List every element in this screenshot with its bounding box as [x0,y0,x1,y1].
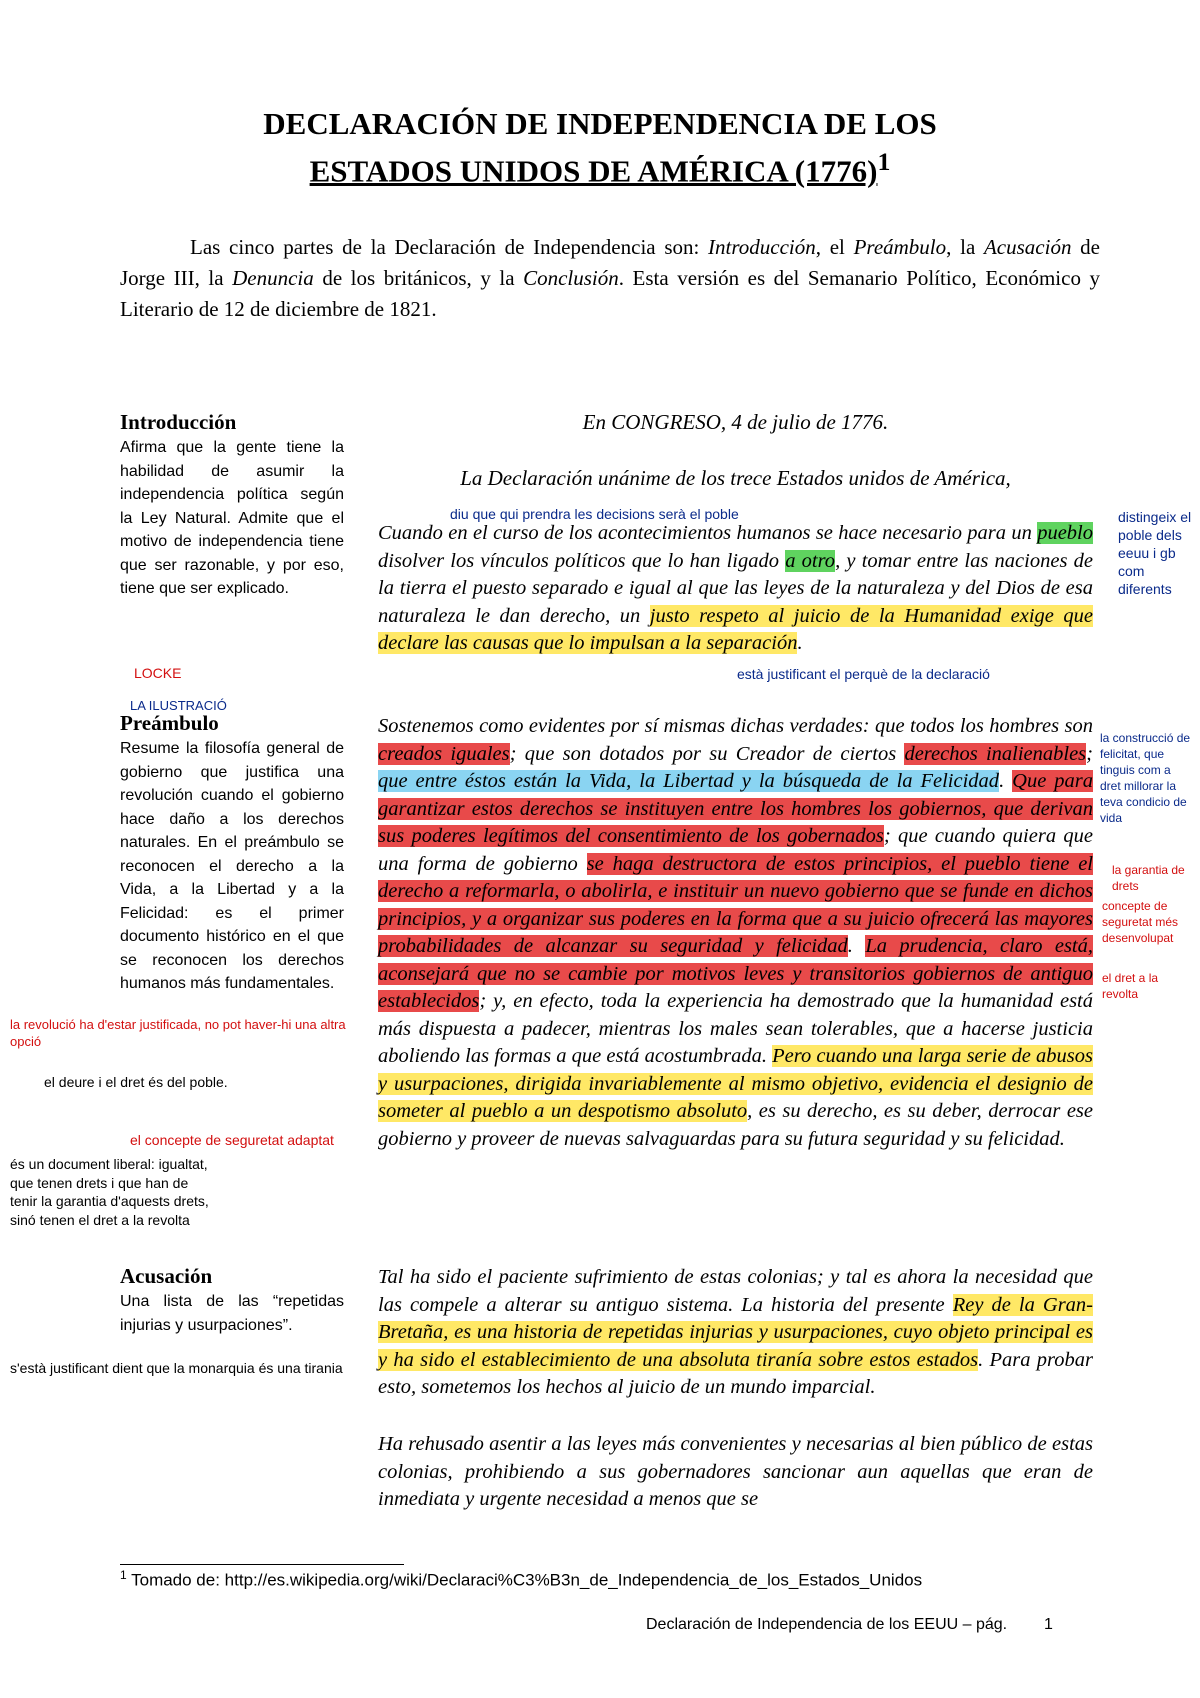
annotation-monarquia: s'està justificant dient que la monarquia és una tirania [10,1360,343,1376]
highlight-green: pueblo [1037,522,1093,544]
body-text: . Para probar esto, sometemos los hechos al juicio de un mundo imparcial. [378,1348,1093,1398]
body-text: Tal ha sido el paciente sufrimiento de estas colonias; y tal es ahora la necesidad que las compele a alterar su antiguo sistema. La historia del presente [378,1266,1093,1316]
highlight-yellow: Pero cuando una larga serie de abusos y usurpaciones, dirigida invariablemente al mismo objetivo, evidencia el designio de someter al pueblo a un despotismo absoluto [378,1045,1093,1122]
title-line-1: DECLARACIÓN DE INDEPENDENCIA DE LOS [263,106,937,141]
declaration-subtitle: La Declaración unánime de los trece Estados unidos de América, [460,466,1011,490]
highlight-green: a otro [785,549,836,572]
body-text: ; que cuando quiera que una forma de gobierno [378,825,1093,875]
body-text: . [999,770,1013,792]
annotation-deure: el deure i el dret és del poble. [44,1074,228,1090]
highlight-red: creados iguales [378,742,510,765]
highlight-blue: que entre éstos están la Vida, la Libertad y la búsqueda de la Felicidad [378,770,1000,792]
intro-paragraph [120,232,1100,325]
body-text: disolver los vínculos políticos que lo han ligado [378,549,786,572]
annotation-locke: LOCKE [134,665,182,681]
annotation-construccio: la construcció de felicitat, que tinguis com a dret millorar la teva condicio de vida [1100,731,1191,825]
annotation-diu: diu que qui prendra les decisions serà el poble [450,506,739,522]
intro-term: Preámbulo [853,235,947,259]
footnote-rule [120,1564,404,1565]
body-text: . [797,632,803,654]
intro-term: Acusación [983,235,1072,259]
footnote-number: 1 [120,1568,127,1582]
body-text: ; y, en efecto, toda la experiencia ha demostrado que la humanidad está más dispuesta a padecer, mientras los males sean tolerables, que a hacerse justicia aboliendo las formas a que está acostumbrada. [378,990,1093,1067]
annotation-revolucio: la revolució ha d'estar justificada, no pot haver-hi una altra opció [10,1017,346,1049]
annotation-seguretat: el concepte de seguretat adaptat [130,1132,334,1148]
title-text: ESTADOS UNIDOS DE AMÉRICA (1776) [309,153,878,189]
body-text: , y tomar entre las naciones de la tierra el puesto separado e igual al que las leyes de la naturaleza y del Dios de esa naturaleza le dan derecho, un [378,549,1093,627]
highlight-red: se haga destructora de estos principios, el pueblo tiene el derecho a reformarla, o abolirla, e instituir un nuevo gobierno que se funde en dichos principios, y a organizar sus poderes en la forma que a su juicio ofrecerá las mayores probabilidades de alcanzar su seguridad y felicidad [378,852,1093,957]
intro-text: , el [815,235,854,259]
annotation-dret-revolta: el dret a la revolta [1102,971,1159,1001]
highlight-yellow: Rey de la Gran-Bretaña, es una historia de repetidas injurias y usurpaciones, cuyo objeto principal es y ha sido el establecimiento de una absoluta tiranía sobre estos estados [378,1293,1093,1371]
footer-text: Declaración de Independencia de los EEUU – pág. [646,1616,1008,1633]
footnote-text: Tomado de: http://es.wikipedia.org/wiki/Declaraci%C3%B3n_de_Independencia_de_los_Estados_Unidos [131,1570,923,1590]
footnote [120,1568,922,1591]
body-text: , es su derecho, es su deber, derrocar ese gobierno y proveer de nuevas salvaguardas para su futura seguridad y su felicidad. [378,1100,1093,1150]
annotation-justificant: està justificant el perquè de la declaració [737,666,990,682]
annotation-distingeix: distingeix el poble dels eeuu i gb com diferents [1118,509,1192,597]
intro-term: Introducción [708,235,816,259]
body-text: Cuando en el curso de los acontecimientos humanos se hace necesario para un [378,522,1038,544]
body-text: ; que son dotados por su Creador de ciertos [509,742,905,765]
intro-text: Las cinco partes de la Declaración de Independencia son: [190,235,709,259]
highlight-red: Que para garantizar estos derechos se instituyen entre los hombres los gobiernos, que derivan sus poderes legítimos del consentimiento de los gobernados [378,770,1093,847]
main-paragraph-2 [378,713,1093,1153]
page-number: 1 [1044,1616,1053,1633]
annotation-concepte-drets: concepte de seguretat més desenvolupat [1102,899,1179,945]
page-footer [646,1616,1053,1634]
intro-term: Conclusión [523,266,619,290]
section-heading-acusacion: Acusación [120,1264,213,1288]
main-paragraph-1 [378,520,1093,658]
section-heading-preambulo: Preámbulo [120,711,219,735]
body-text: ; [1086,742,1093,765]
section-text-acusacion: Una lista de las “repetidas injurias y usurpaciones”. [120,1293,344,1334]
dateline: En CONGRESO, 4 de julio de 1776. [582,410,889,434]
intro-text: , la [946,235,984,259]
intro-text: de los británicos, y la [313,266,524,290]
section-text-preambulo: Resume la filosofía general de gobierno que justifica una revolución cuando el gobierno hace daño a los derechos naturales. En el preámbulo se reconocen el derecho a la Vida, a la Libertad y a la Felicidad: es el primer documento histórico en el que se reconocen los derechos humanos más fundamentales. [120,740,344,992]
title-footnote-ref: 1 [877,147,891,176]
intro-text: . Esta versión es del Semanario Político, Económico y Literario de 12 de diciembre de 1821. [120,266,1101,321]
section-heading-introduccion: Introducción [120,410,237,434]
annotation-ilustracio: LA ILUSTRACIÓ [130,698,227,713]
annotation-liberal: és un document liberal: igualtat, que tenen drets i que han de tenir la garantia d'aquests drets, sinó tenen el dret a la revolta [10,1156,209,1228]
highlight-red: La prudencia, claro está, aconsejará que no se cambie por motivos leves y transitorios gobiernos de antiguo establecidos [378,935,1093,1012]
title-line-2 [150,142,1050,191]
highlight-yellow: justo respeto al juicio de la Humanidad exige que declare las causas que lo impulsan a la separación [378,604,1093,654]
main-paragraph-3 [378,1264,1093,1402]
annotation-garantia: la garantia de drets [1112,863,1185,893]
section-text-introduccion: Afirma que la gente tiene la habilidad de asumir la independencia política según la Ley Natural. Admite que el motivo de independencia tiene que ser razonable, y por eso, tiene que ser explicado. [120,439,344,597]
body-text: Sostenemos como evidentes por sí mismas dichas verdades: que todos los hombres son [378,715,1093,737]
intro-text: de Jorge III, la [120,235,1101,290]
highlight-red: derechos inalienables [904,742,1087,765]
main-paragraph-4: Ha rehusado asentir a las leyes más convenientes y necesarias al bien público de estas colonias, prohibiendo a sus gobernadores sancionar aun aquellas que eran de inmediata y urgente necesidad a menos que se [378,1433,1093,1510]
body-text: . [847,935,866,957]
intro-term: Denuncia [232,266,314,290]
